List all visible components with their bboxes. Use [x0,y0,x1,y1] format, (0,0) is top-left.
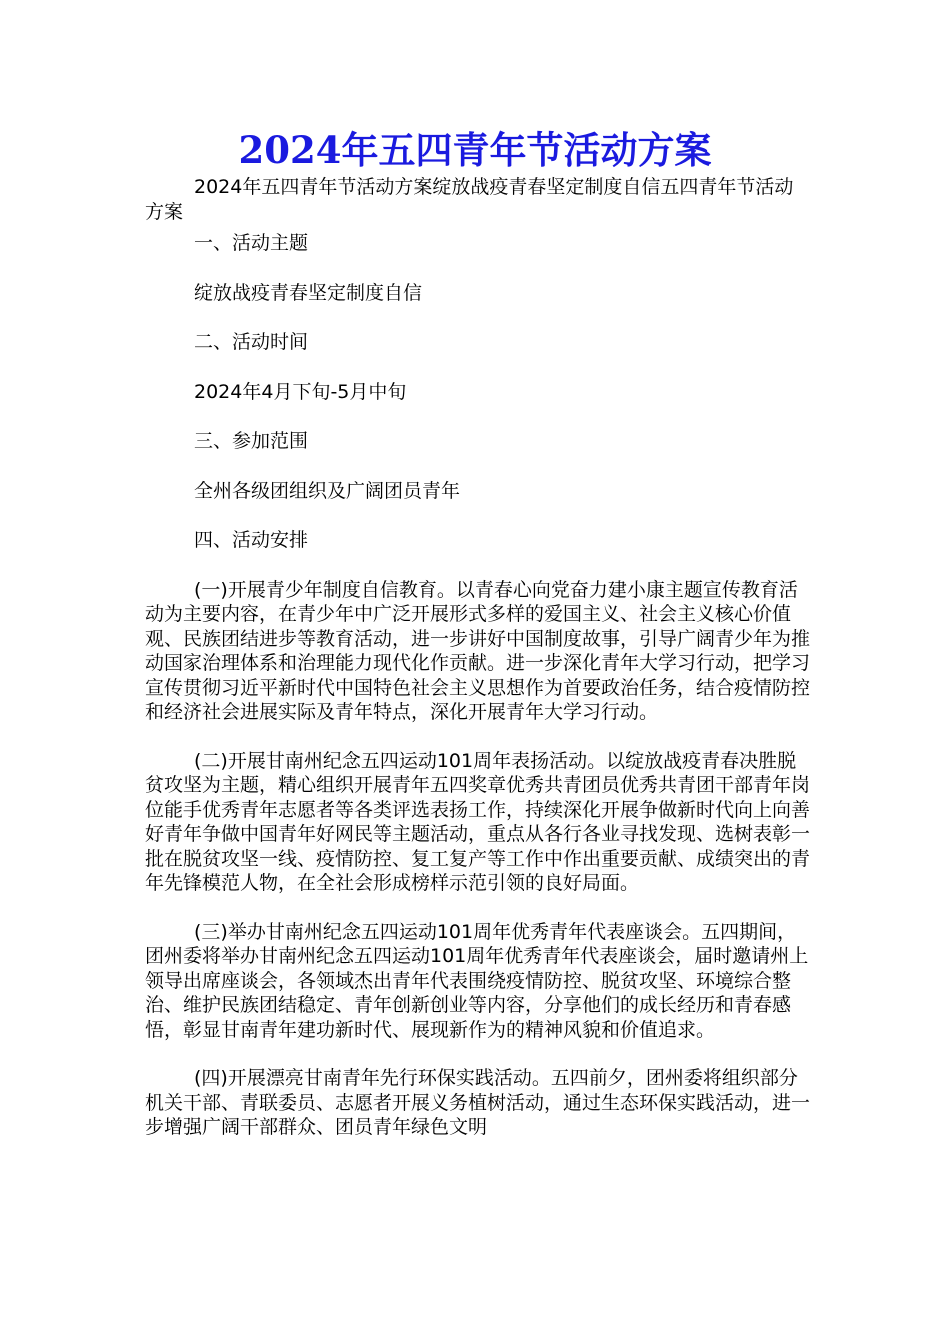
activity-theme-text: 绽放战疫青春坚定制度自信 [194,281,423,304]
participation-scope-text: 全州各级团组织及广阔团员青年 [194,479,461,502]
section-paragraph-1: (一)开展青少年制度自信教育。以青春心向党奋力建小康主题宣传教育活动为主要内容，在青少年中广泛开展形式多样的爱国主义、社会主义核心价值观、民族团结进步等教育活动，进一步讲好中国制度故事，引导广阔青少年为推动国家治理体系和治理能力现代化作贡献。进一步深化青年大学习行动，把学习宣传贯彻习近平新时代中国特色社会主义思想作为首要政治任务，结合疫情防控和经济社会进展实际及青年特点，深化开展青年大学习行动。 [145,578,811,723]
section-paragraph-3: (三)举办甘南州纪念五四运动101周年优秀青年代表座谈会。五四期间，团州委将举办甘南州纪念五四运动101周年优秀青年代表座谈会，届时邀请州上领导出席座谈会，各领域杰出青年代表围绕疫情防控、脱贫攻坚、环境综合整治、维护民族团结稳定、青年创新创业等内容，分享他们的成长经历和青春感悟，彰显甘南青年建功新时代、展现新作为的精神风貌和价值追求。 [145,920,809,1041]
section-paragraph-4: (四)开展漂亮甘南青年先行环保实践活动。五四前夕，团州委将组织部分机关干部、青联委员、志愿者开展义务植树活动，通过生态环保实践活动，进一步增强广阔干部群众、团员青年绿色文明 [145,1067,811,1138]
intro-paragraph: 2024年五四青年节活动方案绽放战疫青春坚定制度自信五四青年节活动方案 [145,176,794,223]
heading-activity-time: 二、活动时间 [194,331,309,353]
document-title: 2024年五四青年节活动方案 [238,128,712,172]
document-body [145,175,810,1140]
heading-activity-arrangement: 四、活动安排 [194,529,309,551]
heading-participation-scope: 三、参加范围 [194,430,309,452]
heading-activity-theme: 一、活动主题 [194,232,309,254]
activity-time-text: 2024年4月下旬-5月中旬 [194,380,407,403]
section-paragraph-2: (二)开展甘南州纪念五四运动101周年表扬活动。以绽放战疫青春决胜脱贫攻坚为主题，精心组织开展青年五四奖章优秀共青团员优秀共青团干部青年岗位能手优秀青年志愿者等各类评选表扬工作，持续深化开展争做新时代向上向善好青年争做中国青年好网民等主题活动，重点从各行各业寻找发现、选树表彰一批在脱贫攻坚一线、疫情防控、复工复产等工作中作出重要贡献、成绩突出的青年先锋模范人物，在全社会形成榜样示范引领的良好局面。 [145,749,811,894]
